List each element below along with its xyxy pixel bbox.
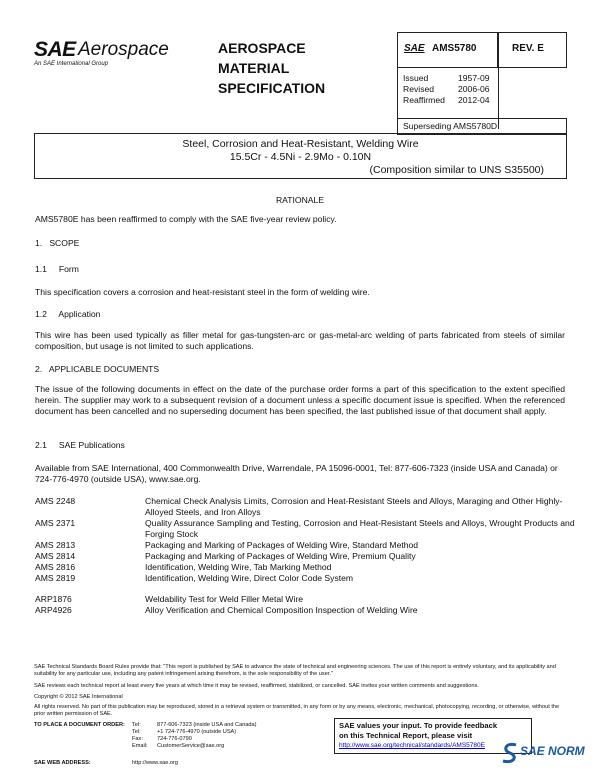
reference-title: Weldability Test for Weld Filler Metal Wire (145, 594, 304, 604)
date-label: Revised (403, 84, 435, 94)
reference-row (35, 573, 575, 583)
footer-review: SAE reviews each technical report at least every five years at which time it may be revised, reaffirmed, stabilized, or cancelled. SAE invites your written comments and suggestions. (34, 683, 479, 689)
rationale-heading: RATIONALE (275, 195, 325, 205)
feedback-link[interactable]: http://www.sae.org/technical/standards/AMS5780E (339, 742, 485, 749)
section-1-1-heading: 1.1 Form (35, 264, 79, 274)
reference-title: Quality Assurance Sampling and Testing, Corrosion and Heat-Resistant Steels and Alloys, Wrought Products and Forging Stock (145, 518, 575, 539)
logo-subtitle: An SAE International Group (34, 61, 109, 67)
sae-norm-logo-icon (500, 742, 520, 764)
section-1-heading: 1. SCOPE (35, 238, 80, 248)
reference-row (35, 562, 575, 572)
date-row (403, 95, 493, 106)
title-line: MATERIAL (218, 60, 290, 76)
reference-row (35, 594, 575, 604)
section-2-1-text: Available from SAE International, 400 Commonwealth Drive, Warrendale, PA 15096-0001, Tel: 877-606-7323 (inside USA and Canada) or 724-776-4970 (outside USA), www.sae.org. (35, 463, 558, 484)
contact-row (132, 743, 312, 750)
title-line: SPECIFICATION (218, 80, 326, 96)
logo-sae: SAE (34, 38, 76, 61)
section-1-2-heading: 1.2 Application (35, 309, 101, 319)
contact-value: 724-776-0790 (157, 736, 192, 742)
watermark-text: SAE NORM (520, 744, 585, 758)
section-2-text: The issue of the following documents in effect on the date of the purchase order forms a part of this specification to the extent specified herein. The supplier may work to a subsequent revision of a document unless a specific document issue is specified. When the referenced document has been cancelled and no superseding document has been specified, the last published issue of that document shall apply. (35, 384, 565, 416)
order-label: TO PLACE A DOCUMENT ORDER: (34, 722, 125, 728)
date-row (403, 84, 493, 95)
revision: REV. E (512, 43, 544, 54)
superseding: Superseding AMS5780D (403, 121, 498, 131)
contact-value: 877-606-7323 (inside USA and Canada) (157, 722, 257, 728)
feedback-line1: SAE values your input. To provide feedback (339, 721, 498, 730)
reference-row (35, 518, 575, 539)
reference-title: Identification, Welding Wire, Tab Marking Method (145, 562, 332, 572)
contact-label: Tel: (132, 722, 141, 728)
reference-title: Alloy Verification and Chemical Composition Inspection of Welding Wire (145, 605, 418, 615)
reference-code: AMS 2816 (35, 562, 76, 572)
material-line1: Steel, Corrosion and Heat-Resistant, Welding Wire (182, 138, 419, 150)
revision-box (497, 32, 567, 68)
web-label: SAE WEB ADDRESS: (34, 760, 91, 766)
reference-row (35, 605, 575, 615)
contact-label: Fax: (132, 736, 143, 742)
reference-title: Chemical Check Analysis Limits, Corrosion and Heat-Resistant Steels and Alloys, Maraging and Other Highly-Alloyed Steels, and Iron Alloys (145, 496, 563, 517)
reference-row (35, 540, 575, 550)
footer-copyright: Copyright © 2012 SAE International (34, 694, 123, 700)
feedback-line2: on this Technical Report, please visit (339, 731, 473, 740)
reference-code: AMS 2814 (35, 551, 76, 561)
reference-code: AMS 2819 (35, 573, 76, 583)
reference-row (35, 496, 575, 517)
sae-norm-watermark (500, 740, 596, 766)
section-2-heading: 2. APPLICABLE DOCUMENTS (35, 364, 160, 374)
date-value: 1957-09 (458, 73, 490, 83)
contact-value[interactable]: CustomerService@sae.org (157, 743, 225, 749)
contact-label: Tel: (132, 729, 141, 735)
web-address[interactable]: http://www.sae.org (132, 760, 179, 766)
reference-row (35, 551, 575, 561)
reference-code: AMS 2371 (35, 518, 76, 528)
order-contacts (132, 722, 312, 750)
contact-row (132, 736, 312, 743)
date-value: 2012-04 (458, 95, 490, 105)
doc-sae: SAE (404, 43, 425, 54)
sae-aerospace-logo (34, 38, 204, 72)
date-label: Issued (403, 73, 429, 83)
section-1-1-text: This specification covers a corrosion and heat-resistant steel in the form of welding wire. (35, 287, 370, 297)
contact-label: Email: (132, 743, 148, 749)
rationale-text: AMS5780E has been reaffirmed to comply with the SAE five-year review policy. (35, 214, 337, 224)
contact-row (132, 722, 312, 729)
date-label: Reaffirmed (403, 95, 445, 105)
spec-type-title (218, 38, 388, 98)
footer-policy: SAE Technical Standards Board Rules provide that: "This report is published by SAE to advance the state of technical and engineering sciences. The use of this report is entirely voluntary, and its applicability and suitability for any particular use, including any patent infringement arising therefrom, is the sole responsibility of the user." (34, 664, 556, 677)
footer-rights: All rights reserved. No part of this publication may be reproduced, stored in a retrieval system or transmitted, in any form or by any means, electronic, mechanical, photocopying, recording, or otherwise, without the prior written permission of SAE. (34, 704, 560, 717)
date-value: 2006-06 (458, 84, 490, 94)
logo-aerospace: Aerospace (78, 39, 169, 60)
title-line: AEROSPACE (218, 40, 306, 56)
reference-code: AMS 2248 (35, 496, 76, 506)
material-line3: (Composition similar to UNS S35500) (369, 164, 544, 176)
reference-title: Packaging and Marking of Packages of Welding Wire, Premium Quality (145, 551, 416, 561)
reference-title: Identification, Welding Wire, Direct Color Code System (145, 573, 354, 583)
material-line2: 15.5Cr - 4.5Ni - 2.9Mo - 0.10N (229, 151, 372, 163)
doc-number-box (397, 32, 499, 68)
section-2-1-heading: 2.1 SAE Publications (35, 440, 125, 450)
reference-title: Packaging and Marking of Packages of Welding Wire, Standard Method (145, 540, 419, 550)
reference-code: ARP4926 (35, 605, 72, 615)
reference-code: ARP1876 (35, 594, 72, 604)
contact-row (132, 729, 312, 736)
contact-value: +1 724-776-4970 (outside USA) (157, 729, 237, 735)
section-1-2-text: This wire has been used typically as filler metal for gas-tungsten-arc or gas-metal-arc welding of parts fabricated from steels of similar composition, but usage is not limited to such applications. (35, 330, 565, 351)
material-title-box (34, 133, 567, 179)
doc-number: AMS5780 (432, 43, 477, 54)
reference-code: AMS 2813 (35, 540, 76, 550)
date-row (403, 73, 493, 84)
